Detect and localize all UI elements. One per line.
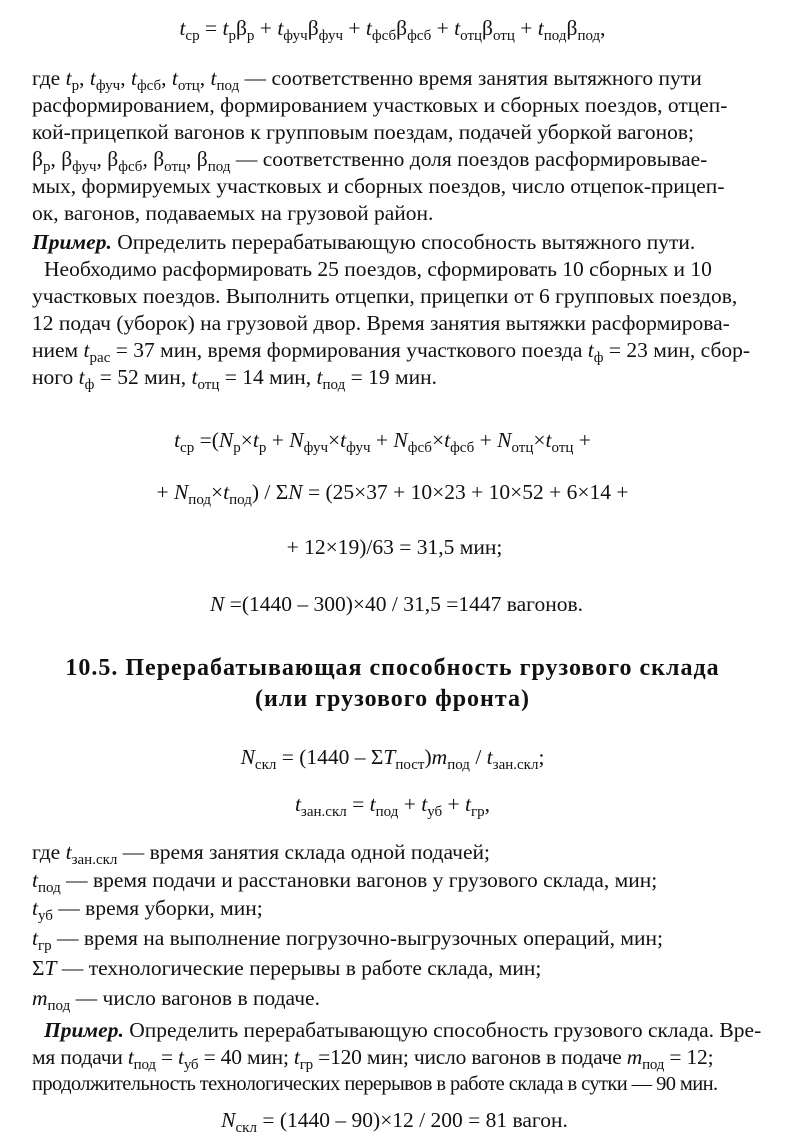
calc-line4: N =(1440 – 300)×40 / 31,5 =1447 вагонов. <box>210 592 583 616</box>
where2-line4: $t_{гр}$ — время на выполнение погрузочно-выгрузочных операций, мин; <box>32 926 664 954</box>
example2-line3: продолжительность технологических перерывов в работе склада в сутки — 90 мин. <box>32 1073 718 1095</box>
where1-line3: кой-прицепкой вагонов к групповым поездам, подачей уборкой вагонов; <box>32 120 694 144</box>
example1-line4: нием $t_{рас} = 37$ мин, время формирования участкового поезда $t_ф = 23$ мин, сбор- <box>32 338 751 366</box>
where2-line1: где $t_{зан.скл}$ — время занятия склада одной подачей; <box>32 840 490 868</box>
where2-line3: $t_{уб}$ — время уборки, мин; <box>32 896 263 924</box>
where1-line6: ок, вагонов, подаваемых на грузовой район. <box>32 201 434 225</box>
where1-line1: где $t_р$, $t_{фуч}$, $t_{фсб}$, $t_{отц}$, $t_{под}$ — соответственно время занятия вытяжного пути <box>32 66 702 94</box>
example1-line5: ного $t_ф = 52$ мин, $t_{отц} = 14$ мин, $t_{под} = 19$ мин. <box>32 365 437 393</box>
example2-line1: Пример. Определить перерабатывающую способность грузового склада. Вре- <box>44 1018 762 1042</box>
where2-line2: $t_{под}$ — время подачи и расстановки вагонов у грузового склада, мин; <box>32 868 658 896</box>
where1-line4: $\beta_р$, $\beta_{фуч}$, $\beta_{фсб}$, $\beta_{отц}$, $\beta_{под}$ — соответственно доля поездов расформировывае- <box>32 147 708 175</box>
where1-line2: расформированием, формированием участковых и сборных поездов, отцеп- <box>32 93 728 117</box>
example2-line2: мя подачи $t_{под} = t_{уб} = 40$ мин; $t_{гр} =120$ мин; число вагонов в подаче $m_{под} = 12$; <box>32 1045 714 1073</box>
formula-t-avg: $t_{ср} = t_р\beta_р + t_{фуч}\beta_{фуч} + t_{фсб}\beta_{фсб} + t_{отц}\beta_{отц} + t_{под}\beta_{под}$, <box>179 16 606 44</box>
where1-line5: мых, формируемых участковых и сборных поездов, число отцепок-прицеп- <box>32 174 725 198</box>
example1-line2: участковых поездов. Выполнить отцепки, прицепки от 6 групповых поездов, <box>32 284 738 308</box>
where2-line6: $m_{под}$ — число вагонов в подаче. <box>32 986 320 1014</box>
calc-line3: + 12×19)/63 = 31,5 мин; <box>286 535 503 559</box>
where2-line5: ΣT — технологические перерывы в работе склада, мин; <box>32 956 542 980</box>
section-subtitle: (или грузового фронта) <box>255 686 530 712</box>
result-formula: $N_{скл} = (1440 - 90)\times 12 / 200 = 81$ вагон. <box>221 1108 568 1136</box>
example1-task: Пример. Определить перерабатывающую способность вытяжного пути. <box>32 230 696 254</box>
calc-line2: + $N_{под}\times t_{под}) / \Sigma N = (25\times 37 + 10\times 23 + 10\times 52 + 6\times 14$ + <box>156 480 629 508</box>
formula-n-skl: $N_{скл} = (1440 - \Sigma T_{пост})m_{под} / t_{зан.скл}$; <box>240 745 545 773</box>
example1-line1: Необходимо расформировать 25 поездов, сформировать 10 сборных и 10 <box>44 257 712 281</box>
example1-line3: 12 подач (уборок) на грузовой двор. Время занятия вытяжки расформирова- <box>32 311 730 335</box>
formula-t-zan: $t_{зан.скл} = t_{под} + t_{уб} + t_{гр}$, <box>294 792 491 820</box>
section-title: 10.5. Перерабатывающая способность грузового склада <box>65 655 720 681</box>
calc-line1: $t_{ср} =(N_р\times t_р + N_{фуч}\times t_{фуч} + N_{фсб}\times t_{фсб} + N_{отц}\times t_{отц}$ + <box>174 428 591 456</box>
